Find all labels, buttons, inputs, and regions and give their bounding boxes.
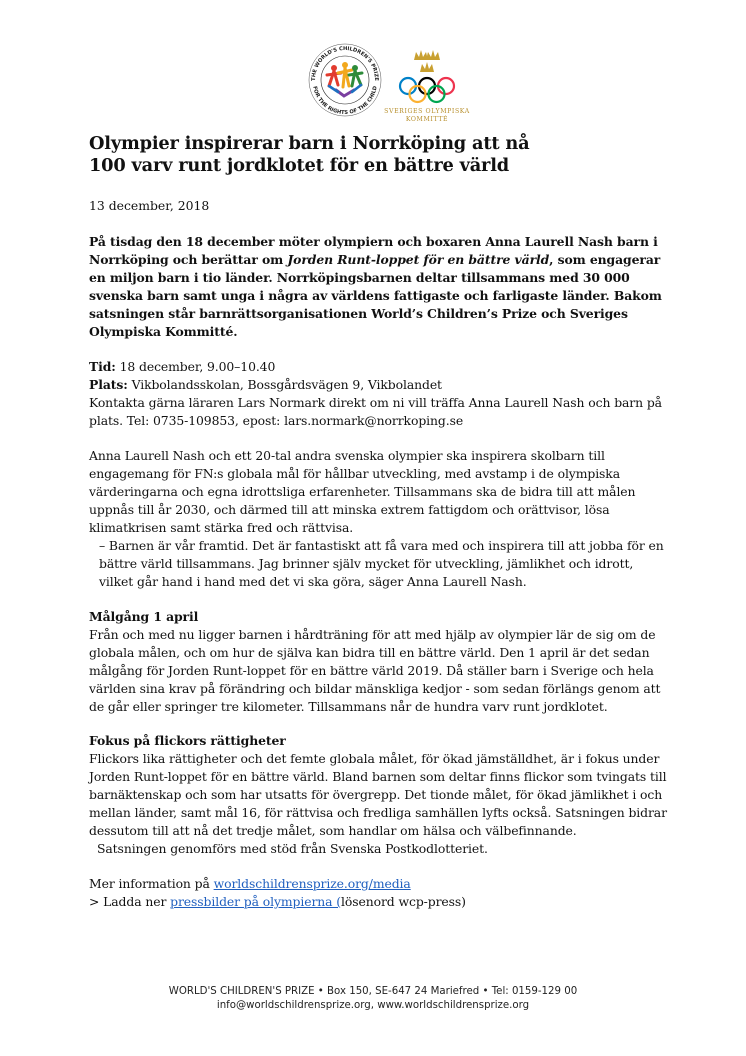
time-label: Tid: bbox=[89, 359, 116, 374]
more-info-prefix: Mer information på bbox=[89, 876, 214, 891]
press-release-body bbox=[89, 133, 669, 911]
lead-part-1: På tisdag den 18 december möter olympiern och boxaren Anna Laurell Nash barn i Norrköping och berättar om bbox=[89, 234, 658, 267]
section-heading-fokus: Fokus på flickors rättigheter bbox=[89, 733, 286, 748]
release-date: 13 december, 2018 bbox=[89, 198, 210, 213]
lead-paragraph bbox=[89, 233, 669, 341]
lead-italic: Jorden Runt-loppet för en bättre värld bbox=[287, 252, 550, 267]
event-time bbox=[89, 358, 669, 376]
wcp-ring-top-text: THE WORLD'S CHILDREN'S PRIZE bbox=[310, 45, 380, 82]
body-paragraph-1: Anna Laurell Nash och ett 20-tal andra svenska olympier ska inspirera skolbarn till engagemang för FN:s globala mål för hållbar utveckling, med avstamp i de olympiska värderingarna och egna idrottsliga erfarenheter. Tillsammans ska de bidra till att målen uppnås till år 2030, och därmed till att minska extrem fattigdom och orättvisor, lösa klimatkrisen samt stärka fred och rättvisa. bbox=[89, 448, 636, 535]
place-value: Vikbolandsskolan, Bossgårdsvägen 9, Vikbolandet bbox=[127, 377, 442, 392]
event-details bbox=[89, 358, 669, 430]
section-fokus bbox=[89, 732, 669, 858]
footer-line-1: WORLD'S CHILDREN'S PRIZE • Box 150, SE-647 24 Mariefred • Tel: 0159-129 00 bbox=[168, 986, 578, 997]
footer-line-2: info@worldschildrensprize.org, www.worldschildrensprize.org bbox=[216, 1000, 530, 1011]
logo-area bbox=[305, 40, 485, 130]
time-value: 18 december, 9.00–10.40 bbox=[115, 359, 276, 374]
section-text-malgang: Från och med nu ligger barnen i hårdträning för att med hjälp av olympier lär de sig om de globala målen, och om hur de själva kan bidra till en bättre värld. Den 1 april är det sedan målgång för Jorden Runt-loppet för en bättre värld 2019. Då ställer barn i Sverige och hela världen sina krav på förändring och bildar mänskliga kedjor - som sedan förlängs genom att de går eller springer tre kilometer. Tillsammans når de hundra varv runt jordklotet. bbox=[89, 627, 661, 714]
quote-paragraph: – Barnen är vår framtid. Det är fantastiskt att få vara med och inspirera till att jobba för en bättre värld tillsammans. Jag brinner själv mycket för utveckling, jämlikhet och idrott, vilket går hand i hand med det vi ska göra, säger Anna Laurell Nash. bbox=[99, 538, 664, 589]
title-line-2: 100 varv runt jordklotet för en bättre värld bbox=[89, 155, 509, 176]
wcp-ring-bottom-text: FOR THE RIGHTS OF THE CHILD bbox=[311, 85, 379, 117]
download-line bbox=[89, 893, 669, 911]
worlds-childrens-prize-logo bbox=[305, 40, 385, 120]
section-text-fokus: Flickors lika rättigheter och det femte globala målet, för ökad jämställdhet, är i fokus under Jorden Runt-loppet för en bättre värld. Bland barnen som deltar finns flickor som tvingats till barnäktenskap och som har utsatts för övergrepp. Det tionde målet, för ökad jämlikhet i och mellan länder, samt mål 16, för rättvisa och fredliga samhällen lyfts också. Satsningen bidrar dessutom till att nå det tredje målet, som handlar om hälsa och välbefinnande. bbox=[89, 751, 667, 838]
lead-part-2: , som engagerar en miljon barn i tio länder. Norrköpingsbarnen deltar tillsammans med 30 000 svenska barn samt unga i några av världens fattigaste och farligaste länder. Bakom satsningen står barnrättsorganisationen World’s Children’s Prize och Sveriges Olympiska Kommitté. bbox=[89, 252, 662, 339]
download-prefix: > Ladda ner bbox=[89, 894, 171, 909]
download-suffix: lösenord wcp-press) bbox=[341, 894, 466, 909]
event-place bbox=[89, 376, 669, 394]
support-line: Satsningen genomförs med stöd från Svenska Postkodlotteriet. bbox=[97, 841, 488, 856]
three-crowns-icon bbox=[414, 50, 440, 72]
press-images-link[interactable]: pressbilder på olympierna ( bbox=[170, 894, 342, 909]
place-label: Plats: bbox=[89, 377, 128, 392]
section-heading-malgang: Målgång 1 april bbox=[89, 609, 199, 624]
soc-logo-text bbox=[381, 108, 473, 124]
links-block bbox=[89, 875, 669, 911]
page-title bbox=[89, 133, 669, 177]
soc-text-line2: KOMMITTÉ bbox=[405, 116, 449, 123]
page-footer bbox=[0, 985, 746, 1013]
section-malgang bbox=[89, 608, 669, 716]
olympic-rings-icon bbox=[400, 78, 454, 102]
media-link[interactable]: worldschildrensprize.org/media bbox=[213, 876, 411, 891]
title-line-1: Olympier inspirerar barn i Norrköping att nå bbox=[89, 133, 530, 154]
event-contact: Kontakta gärna läraren Lars Normark direkt om ni vill träffa Anna Laurell Nash och barn på plats. Tel: 0735-109853, epost: lars.normark@norrkoping.se bbox=[89, 395, 662, 428]
soc-text-line1: SVERIGES OLYMPISKA bbox=[384, 108, 470, 115]
more-info-line bbox=[89, 875, 669, 893]
